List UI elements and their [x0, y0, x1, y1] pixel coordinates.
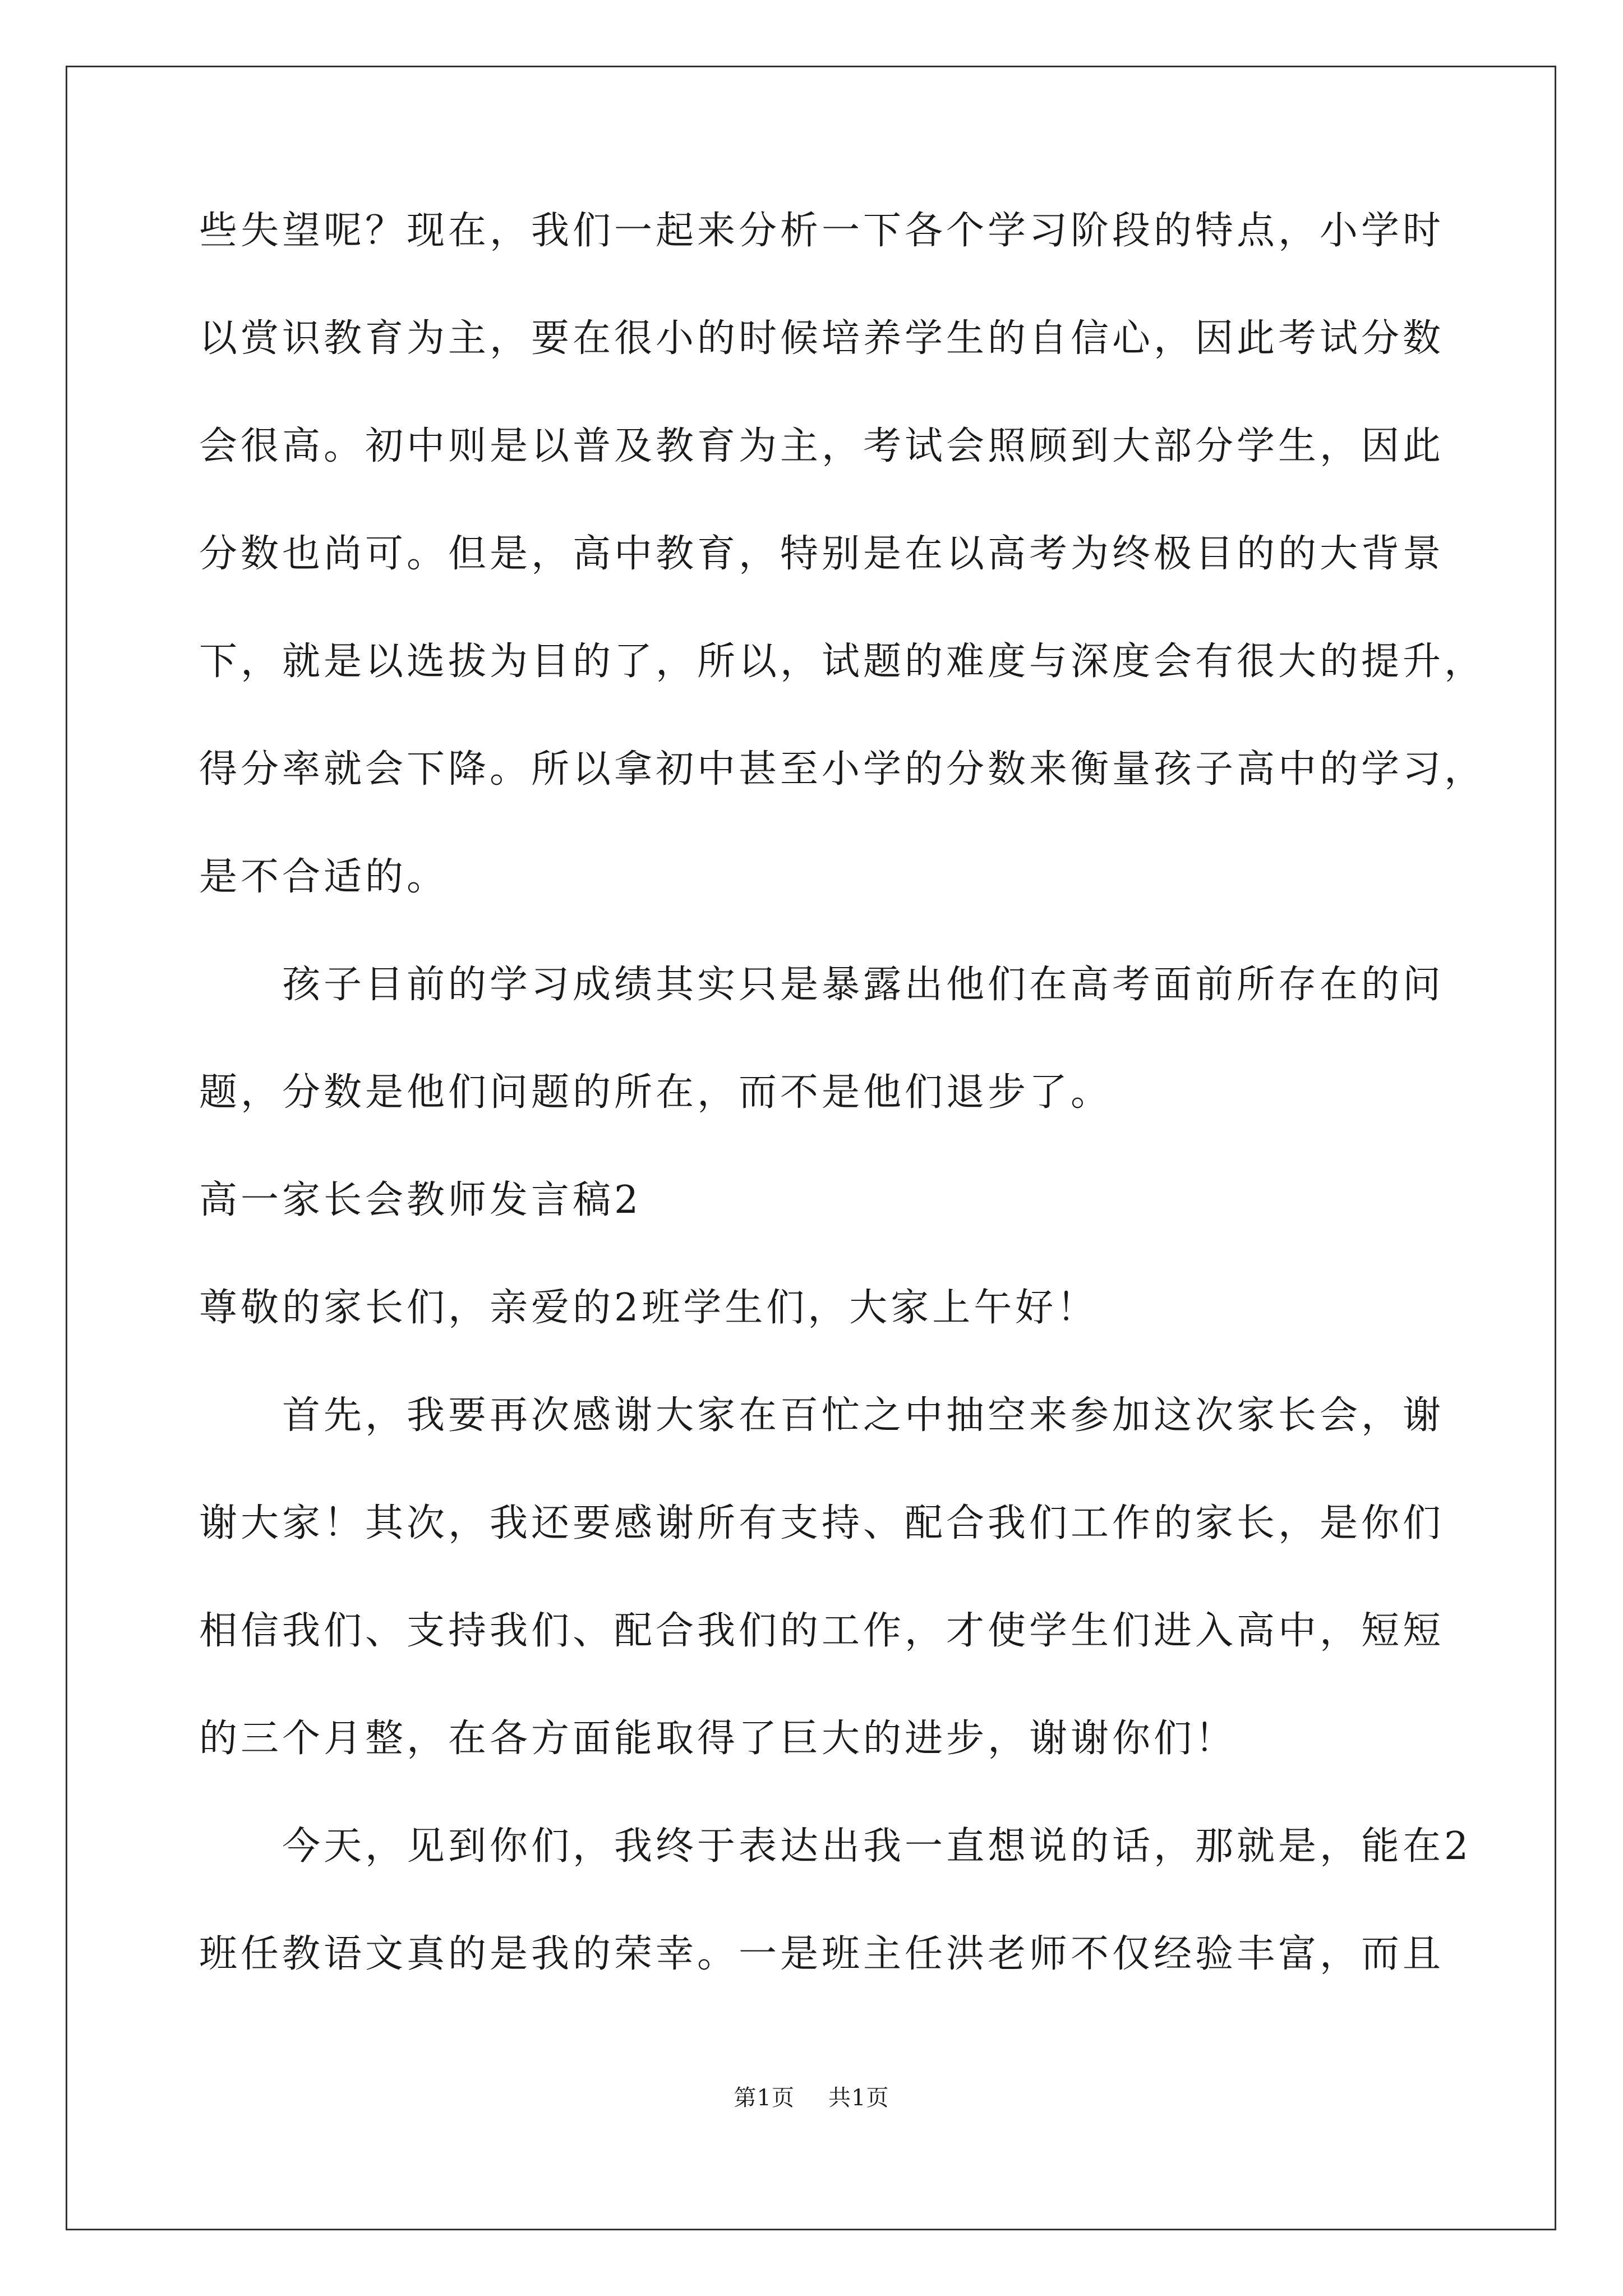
text-line: 今天，见到你们，我终于表达出我一直想说的话，那就是，能在2 — [199, 1824, 1472, 1869]
text-line: 首先，我要再次感谢大家在百忙之中抽空来参加这次家长会，谢 — [199, 1393, 1445, 1438]
text-line: 孩子目前的学习成绩其实只是暴露出他们在高考面前所存在的问 — [199, 963, 1445, 1007]
text-line: 分数也尚可。但是，高中教育，特别是在以高考为终极目的的大背景 — [199, 532, 1445, 576]
text-line: 的三个月整，在各方面能取得了巨大的进步，谢谢你们！ — [199, 1717, 1237, 1761]
text-line: 些失望呢？现在，我们一起来分析一下各个学习阶段的特点，小学时 — [199, 209, 1445, 253]
text-line: 是不合适的。 — [199, 855, 449, 899]
section-heading: 高一家长会教师发言稿2 — [199, 1178, 642, 1222]
text-line: 下，就是以选拔为目的了，所以，试题的难度与深度会有很大的提升， — [199, 639, 1486, 684]
page-footer — [0, 2084, 1623, 2112]
text-line: 班任教语文真的是我的荣幸。一是班主任洪老师不仅经验丰富，而且 — [199, 1932, 1445, 1976]
text-line: 题，分数是他们问题的所在，而不是他们退步了。 — [199, 1070, 1113, 1115]
page-total: 共1页 — [828, 2085, 889, 2111]
text-line: 得分率就会下降。所以拿初中甚至小学的分数来衡量孩子高中的学习， — [199, 747, 1486, 792]
text-line: 会很高。初中则是以普及教育为主，考试会照顾到大部分学生，因此 — [199, 424, 1445, 468]
page-number: 第1页 — [734, 2085, 795, 2111]
page-border — [66, 66, 1556, 2230]
text-line: 相信我们、支持我们、配合我们的工作，才使学生们进入高中，短短 — [199, 1609, 1445, 1653]
text-line: 以赏识教育为主，要在很小的时候培养学生的自信心，因此考试分数 — [199, 316, 1445, 361]
text-line: 谢大家！其次，我还要感谢所有支持、配合我们工作的家长，是你们 — [199, 1501, 1445, 1545]
salutation: 尊敬的家长们，亲爱的2班学生们，大家上午好！ — [199, 1286, 1099, 1330]
